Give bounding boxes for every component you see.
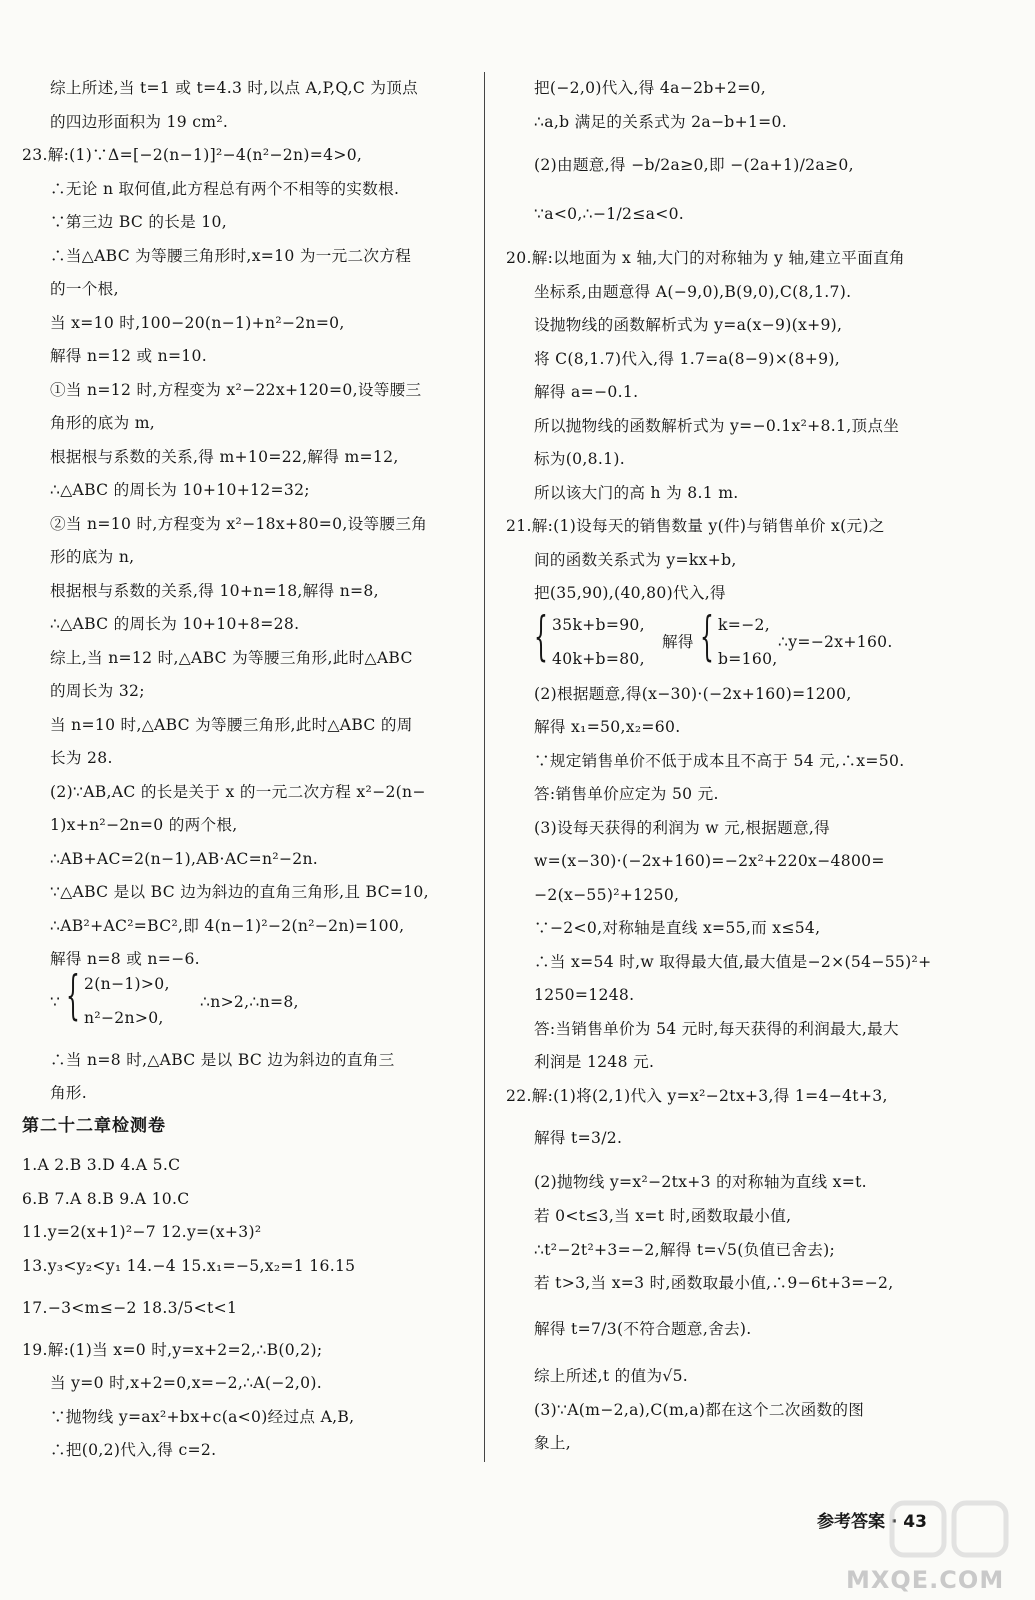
text-line: 综上,当 n=12 时,△ABC 为等腰三角形,此时△ABC bbox=[50, 649, 413, 667]
text-line: ∵规定销售单价不低于成本且不高于 54 元,∴x=50. bbox=[534, 752, 905, 770]
text-line: 答:销售单价应定为 50 元. bbox=[534, 785, 719, 803]
text-line: 将 C(8,1.7)代入,得 1.7=a(8−9)×(8+9), bbox=[534, 350, 840, 368]
system-row-1: 35k+b=90, bbox=[552, 616, 645, 634]
system-row-3: k=−2, bbox=[718, 616, 770, 634]
text-line: 综上所述,t 的值为√5. bbox=[534, 1367, 689, 1385]
text-line: 19.解:(1)当 x=0 时,y=x+2=2,∴B(0,2); bbox=[22, 1341, 323, 1359]
text-line: 1.A 2.B 3.D 4.A 5.C bbox=[22, 1156, 181, 1174]
text-line: ∴AB²+AC²=BC²,即 4(n−1)²−2(n²−2n)=100, bbox=[50, 917, 405, 935]
text-line: (2)根据题意,得(x−30)·(−2x+160)=1200, bbox=[534, 685, 852, 703]
page-footer: 参考答案 · 43 bbox=[817, 1512, 927, 1532]
text-line: 当 x=10 时,100−20(n−1)+n²−2n=0, bbox=[50, 314, 345, 332]
text-line: 当 n=10 时,△ABC 为等腰三角形,此时△ABC 的周 bbox=[50, 716, 413, 734]
text-line: 把(−2,0)代入,得 4a−2b+2=0, bbox=[534, 79, 767, 97]
text-line: 所以该大门的高 h 为 8.1 m. bbox=[534, 484, 739, 502]
text-line: 20.解:以地面为 x 轴,大门的对称轴为 y 轴,建立平面直角 bbox=[506, 249, 905, 267]
text-line: 解得 x₁=50,x₂=60. bbox=[534, 718, 681, 736]
text-line: 所以抛物线的函数解析式为 y=−0.1x²+8.1,顶点坐 bbox=[534, 417, 900, 435]
text-line: 解得 a=−0.1. bbox=[534, 383, 639, 401]
text-line: ∵△ABC 是以 BC 边为斜边的直角三角形,且 BC=10, bbox=[50, 883, 429, 901]
text-line: (2)∵AB,AC 的长是关于 x 的一元二次方程 x²−2(n− bbox=[50, 783, 426, 801]
text-line: 22.解:(1)将(2,1)代入 y=x²−2tx+3,得 1=4−4t+3, bbox=[506, 1087, 888, 1105]
left-brace: { bbox=[66, 966, 80, 1026]
text-line: 的一个根, bbox=[50, 280, 119, 298]
system-conclusion: ∴y=−2x+160. bbox=[778, 633, 893, 651]
text-line: ∵−2<0,对称轴是直线 x=55,而 x≤54, bbox=[534, 919, 821, 937]
inequality-system bbox=[50, 966, 450, 1034]
text-line: 11.y=2(x+1)²−7 12.y=(x+3)² bbox=[22, 1223, 262, 1241]
system-prefix: ∵ bbox=[50, 993, 61, 1011]
text-line: 21.解:(1)设每天的销售数量 y(件)与销售单价 x(元)之 bbox=[506, 517, 885, 535]
text-line: w=(x−30)·(−2x+160)=−2x²+220x−4800= bbox=[534, 852, 885, 870]
text-line: 坐标系,由题意得 A(−9,0),B(9,0),C(8,1.7). bbox=[534, 283, 852, 301]
text-line: ∴t²−2t²+3=−2,解得 t=√5(负值已舍去); bbox=[534, 1241, 836, 1259]
text-line: ∵抛物线 y=ax²+bx+c(a<0)经过点 A,B, bbox=[50, 1408, 355, 1426]
text-line: 若 0<t≤3,当 x=t 时,函数取最小值, bbox=[534, 1207, 792, 1225]
text-line: 设抛物线的函数解析式为 y=a(x−9)(x+9), bbox=[534, 316, 843, 334]
text-line: 13.y₃<y₂<y₁ 14.−4 15.x₁=−5,x₂=1 16.15 bbox=[22, 1257, 356, 1275]
column-divider bbox=[484, 72, 485, 1462]
equation-system bbox=[534, 607, 954, 675]
text-line: 1)x+n²−2n=0 的两个根, bbox=[50, 816, 238, 834]
text-line: (3)∵A(m−2,a),C(m,a)都在这个二次函数的图 bbox=[534, 1401, 865, 1419]
text-line: ∵第三边 BC 的长是 10, bbox=[50, 213, 228, 231]
text-line: (2)由题意,得 −b/2a≥0,即 −(2a+1)/2a≥0, bbox=[534, 156, 854, 174]
text-line: ∴△ABC 的周长为 10+10+8=28. bbox=[50, 615, 300, 633]
text-line: ①当 n=12 时,方程变为 x²−22x+120=0,设等腰三 bbox=[50, 381, 422, 399]
text-line: 答:当销售单价为 54 元时,每天获得的利润最大,最大 bbox=[534, 1020, 899, 1038]
text-line: 当 y=0 时,x+2=0,x=−2,∴A(−2,0). bbox=[50, 1374, 322, 1392]
text-line: 根据根与系数的关系,得 m+10=22,解得 m=12, bbox=[50, 448, 399, 466]
system-row-1: 2(n−1)>0, bbox=[84, 975, 170, 993]
text-line: ∴把(0,2)代入,得 c=2. bbox=[50, 1441, 217, 1459]
text-line: 综上所述,当 t=1 或 t=4.3 时,以点 A,P,Q,C 为顶点 bbox=[50, 79, 419, 97]
text-line: 象上, bbox=[534, 1434, 572, 1452]
text-line: 解得 t=3/2. bbox=[534, 1129, 623, 1147]
text-line: 的周长为 32; bbox=[50, 682, 145, 700]
text-line: ∴当 x=54 时,w 取得最大值,最大值是−2×(54−55)²+ bbox=[534, 953, 932, 971]
right-column bbox=[506, 0, 954, 1600]
text-line: ∴△ABC 的周长为 10+10+12=32; bbox=[50, 481, 310, 499]
text-line: 1250=1248. bbox=[534, 986, 635, 1004]
system-solve-word: 解得 bbox=[662, 633, 694, 651]
text-line: 23.解:(1)∵Δ=[−2(n−1)]²−4(n²−2n)=4>0, bbox=[22, 146, 363, 164]
text-line: 解得 t=7/3(不符合题意,舍去). bbox=[534, 1320, 752, 1338]
text-line: 17.−3<m≤−2 18.3/5<t<1 bbox=[22, 1299, 238, 1317]
text-line: ②当 n=10 时,方程变为 x²−18x+80=0,设等腰三角 bbox=[50, 515, 428, 533]
text-line: (3)设每天获得的利润为 w 元,根据题意,得 bbox=[534, 819, 831, 837]
text-line: 形的底为 n, bbox=[50, 548, 135, 566]
left-brace: { bbox=[700, 607, 714, 667]
text-line: (2)抛物线 y=x²−2tx+3 的对称轴为直线 x=t. bbox=[534, 1173, 867, 1191]
text-line: 解得 n=12 或 n=10. bbox=[50, 347, 208, 365]
text-line: 根据根与系数的关系,得 10+n=18,解得 n=8, bbox=[50, 582, 379, 600]
left-brace: { bbox=[534, 607, 548, 667]
text-line: 标为(0,8.1). bbox=[534, 450, 625, 468]
text-line: 解得 n=8 或 n=−6. bbox=[50, 950, 200, 968]
text-line: ∴当 n=8 时,△ABC 是以 BC 边为斜边的直角三 bbox=[50, 1051, 395, 1069]
text-line: ∴AB+AC=2(n−1),AB·AC=n²−2n. bbox=[50, 850, 319, 868]
text-line: ∴a,b 满足的关系式为 2a−b+1=0. bbox=[534, 113, 788, 131]
text-line: 把(35,90),(40,80)代入,得 bbox=[534, 584, 726, 602]
text-line: ∴当△ABC 为等腰三角形时,x=10 为一元二次方程 bbox=[50, 247, 412, 265]
text-line: 6.B 7.A 8.B 9.A 10.C bbox=[22, 1190, 190, 1208]
text-line: 若 t>3,当 x=3 时,函数取最小值,∴9−6t+3=−2, bbox=[534, 1274, 894, 1292]
watermark-text: MXQE.COM bbox=[846, 1566, 1005, 1594]
system-row-2: n²−2n>0, bbox=[84, 1009, 164, 1027]
system-conclusion: ∴n>2,∴n=8, bbox=[200, 993, 299, 1011]
text-line: ∵a<0,∴−1/2≤a<0. bbox=[534, 205, 685, 223]
text-line: 长为 28. bbox=[50, 749, 113, 767]
text-line: 角形. bbox=[50, 1084, 88, 1102]
text-line: 的四边形面积为 19 cm². bbox=[50, 113, 229, 131]
text-line: 利润是 1248 元. bbox=[534, 1053, 655, 1071]
section-title: 第二十二章检测卷 bbox=[22, 1116, 166, 1136]
system-row-4: b=160, bbox=[718, 650, 778, 668]
system-row-2: 40k+b=80, bbox=[552, 650, 645, 668]
text-line: 间的函数关系式为 y=kx+b, bbox=[534, 551, 737, 569]
text-line: −2(x−55)²+1250, bbox=[534, 886, 680, 904]
left-column bbox=[22, 0, 474, 1600]
text-line: ∴无论 n 取何值,此方程总有两个不相等的实数根. bbox=[50, 180, 400, 198]
text-line: 角形的底为 m, bbox=[50, 414, 156, 432]
